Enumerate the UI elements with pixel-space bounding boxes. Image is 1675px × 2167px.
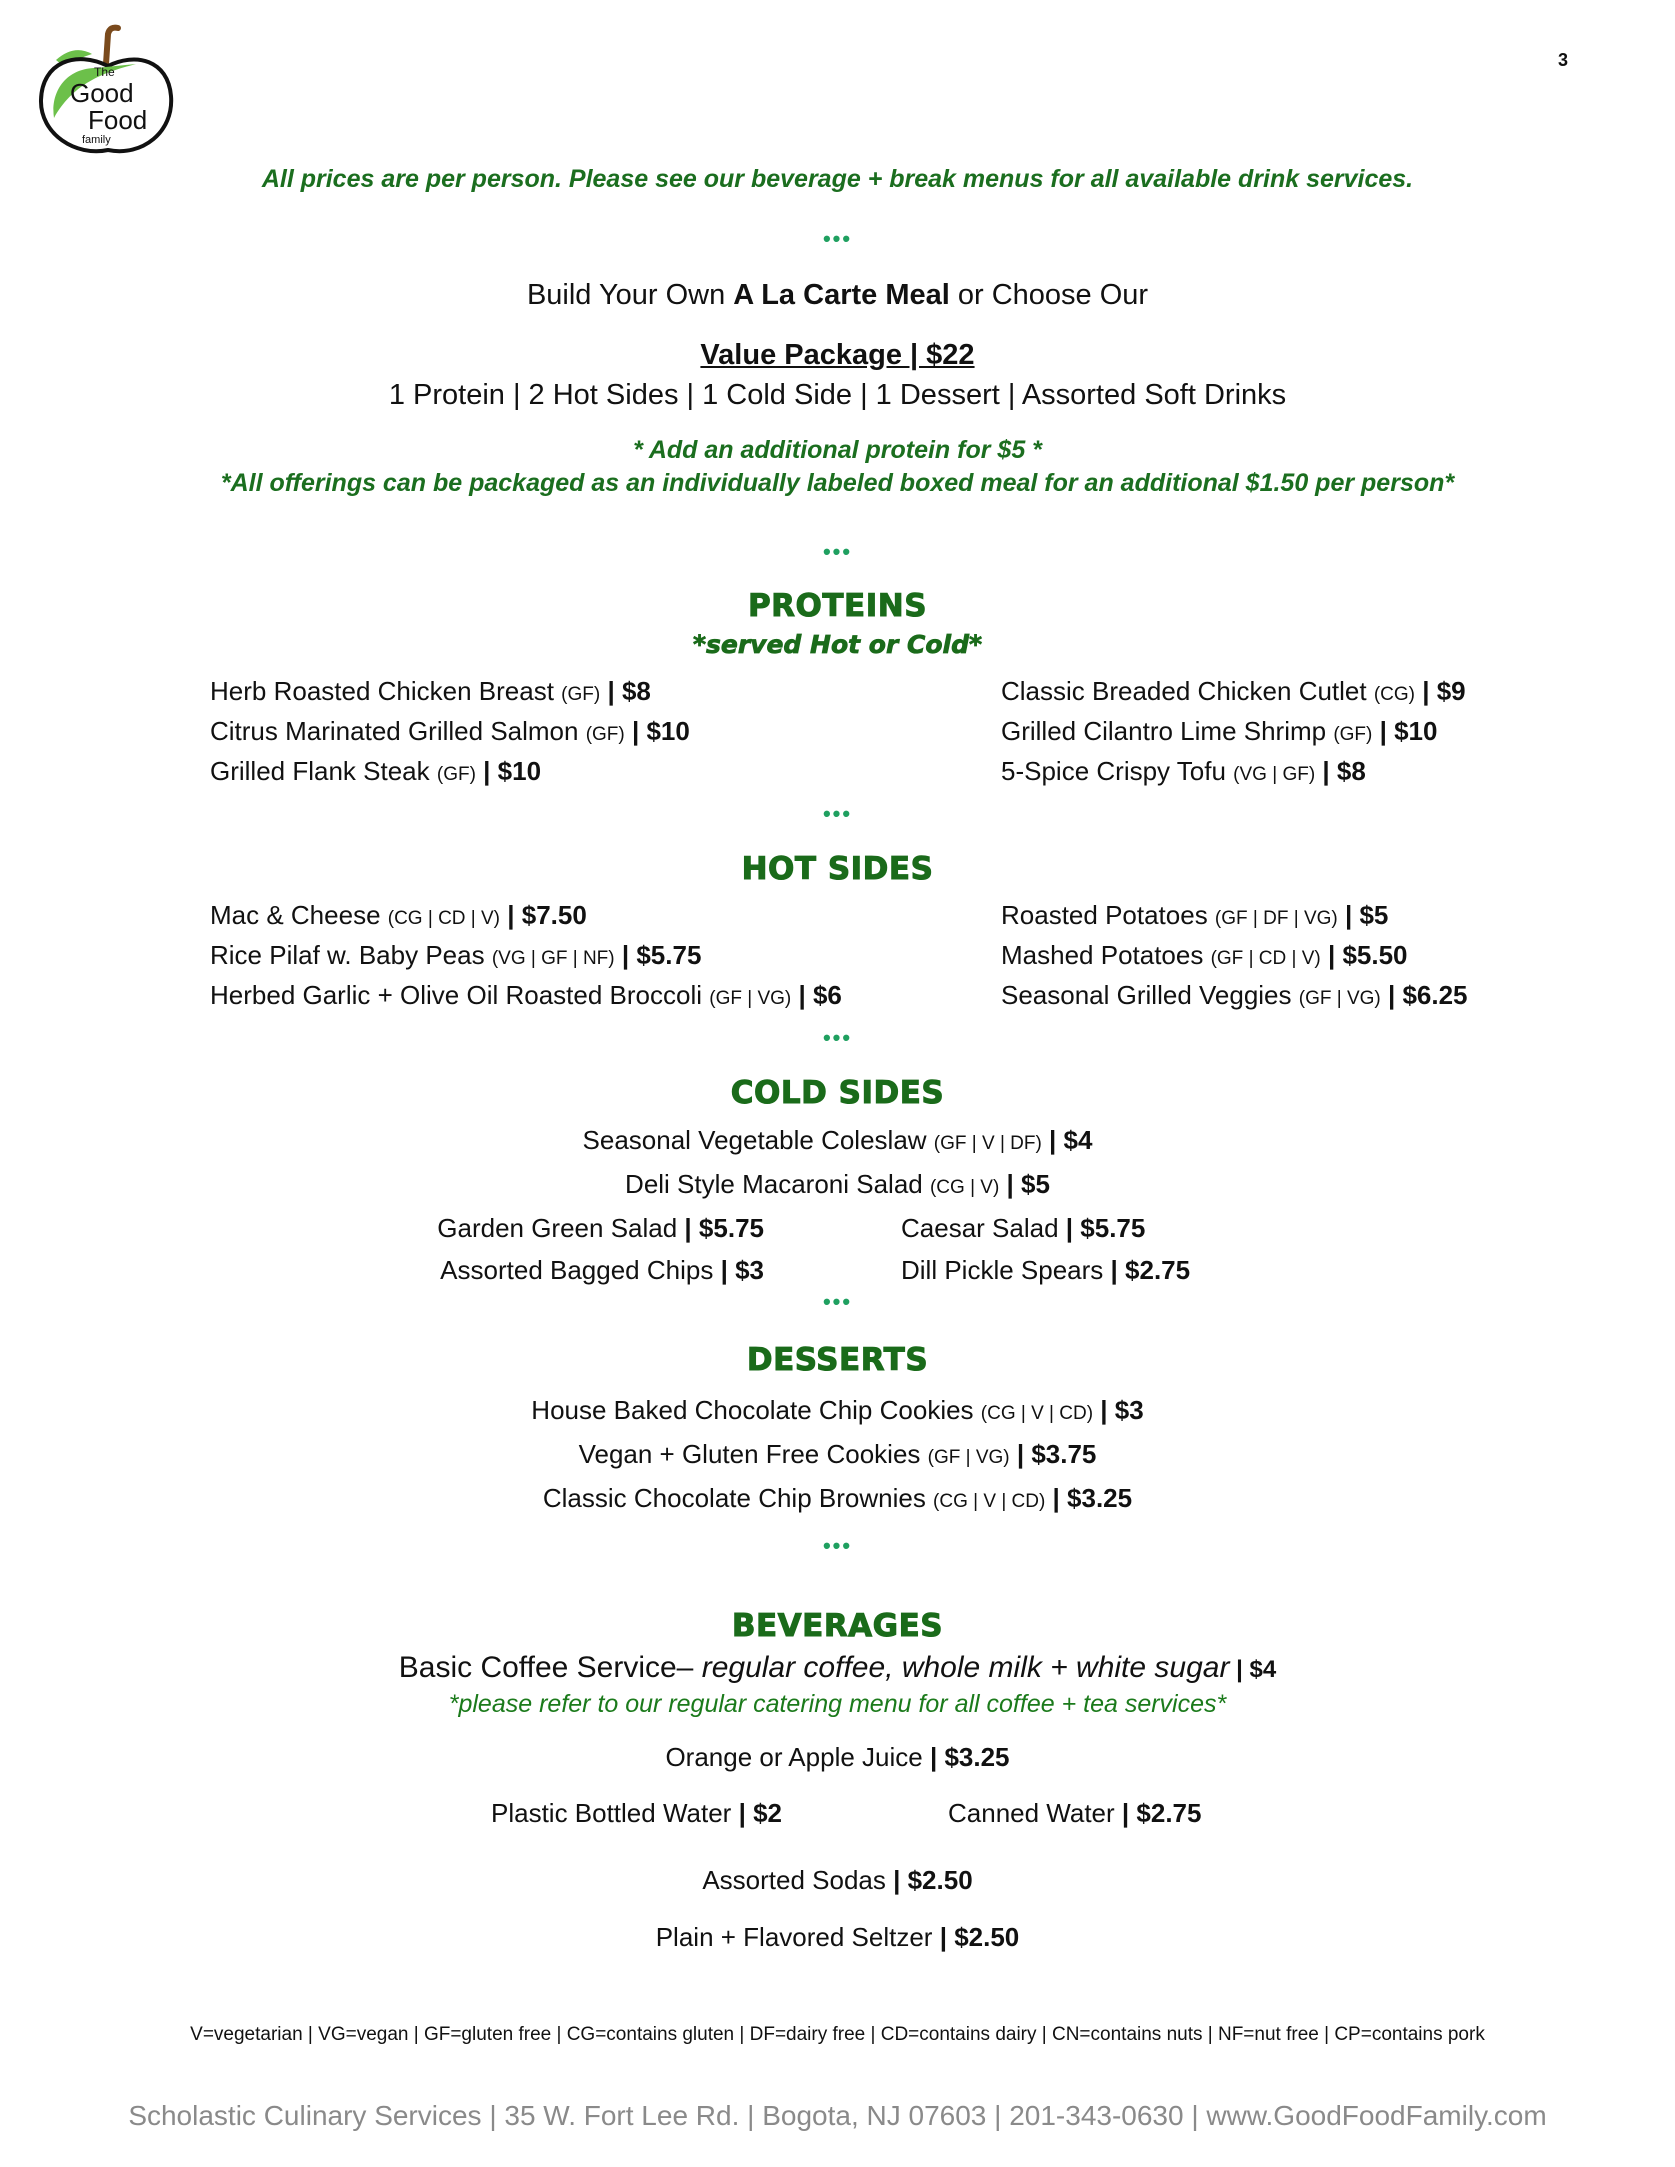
item-name: Mashed Potatoes (1001, 940, 1211, 970)
item-price: | $10 (624, 716, 690, 746)
item-price: | $3.25 (1045, 1483, 1133, 1513)
item-name: Herbed Garlic + Olive Oil Roasted Broccoli (210, 980, 710, 1010)
menu-item (437, 1207, 764, 1249)
item-tags: (GF | CD | V) (1210, 948, 1321, 969)
item-price: | $4 (1229, 1656, 1277, 1683)
menu-item (210, 977, 842, 1017)
menu-item (1001, 713, 1466, 753)
item-name: Assorted Sodas (702, 1865, 886, 1895)
page-number: 3 (1558, 50, 1569, 70)
beverages-after (0, 1852, 1675, 1966)
item-price: | $8 (600, 676, 651, 706)
item-tags: (GF | VG) (1298, 988, 1381, 1009)
item-name: Herb Roasted Chicken Breast (210, 676, 562, 706)
separator-dots: ••• (822, 539, 853, 564)
item-tags: (CG) (1373, 684, 1415, 705)
build-line-pre: Build Your Own (526, 279, 734, 311)
boxed-meal-note: *All offerings can be packaged as an individually labeled boxed meal for an additional $1.50 per person* (220, 469, 1455, 497)
item-tags: (GF) (561, 684, 601, 705)
cold-sides-left-column (437, 1207, 764, 1291)
item-name: Basic Coffee Service– (398, 1651, 702, 1684)
item-name: Grilled Cilantro Lime Shrimp (1001, 716, 1334, 746)
item-description: regular coffee, whole milk + white sugar (701, 1651, 1230, 1684)
menu-item (0, 1120, 1675, 1164)
coffee-service-item (0, 1650, 1675, 1687)
menu-item (0, 1852, 1675, 1909)
menu-item (1001, 897, 1468, 937)
item-price: | $9 (1415, 676, 1466, 706)
item-name: Plain + Flavored Seltzer (655, 1922, 933, 1952)
menu-item (1001, 753, 1466, 793)
item-price: | $3.75 (1009, 1439, 1097, 1469)
menu-item (210, 673, 690, 713)
item-price: | $2 (731, 1798, 782, 1828)
item-name: Canned Water (948, 1798, 1115, 1828)
item-name: Dill Pickle Spears (901, 1255, 1104, 1285)
item-price: | $2.50 (885, 1865, 973, 1895)
item-price: | $8 (1315, 756, 1366, 786)
item-price: | $5.75 (677, 1213, 764, 1243)
menu-item (901, 1207, 1190, 1249)
item-price: | $2.75 (1114, 1798, 1202, 1828)
cold-sides-heading: COLD SIDES (730, 1075, 945, 1111)
item-tags: (VG | GF | NF) (491, 948, 615, 969)
dietary-legend: V=vegetarian | VG=vegan | GF=gluten free | CG=contains gluten | DF=dairy free | CD=contains dairy | CN=contains nuts | NF=nut free | CP=contains pork (190, 2024, 1485, 2045)
build-line-bold: A La Carte Meal (733, 279, 950, 311)
proteins-left-column (210, 673, 690, 793)
proteins-heading: PROTEINS (747, 588, 928, 624)
item-price: | $2.50 (932, 1922, 1020, 1952)
menu-item (901, 1249, 1190, 1291)
item-tags: (GF) (436, 764, 476, 785)
menu-item (0, 1909, 1675, 1966)
menu-item (948, 1795, 1201, 1832)
item-price: | $5.75 (614, 940, 702, 970)
item-name: Orange or Apple Juice (665, 1742, 923, 1772)
menu-item (491, 1795, 782, 1832)
item-name: Citrus Marinated Grilled Salmon (210, 716, 586, 746)
item-price: | $6 (791, 980, 842, 1010)
proteins-subtitle: *served Hot or Cold* (692, 630, 983, 659)
beverages-heading: BEVERAGES (731, 1608, 944, 1644)
item-price: | $3 (713, 1255, 764, 1285)
item-price: | $5.75 (1058, 1213, 1146, 1243)
item-price: | $2.75 (1103, 1255, 1191, 1285)
item-price: | $3 (1093, 1395, 1144, 1425)
value-package-contents: 1 Protein | 2 Hot Sides | 1 Cold Side | 1 Dessert | Assorted Soft Drinks (388, 379, 1287, 411)
menu-item (1001, 977, 1468, 1017)
item-tags: (GF | V | DF) (933, 1133, 1042, 1154)
build-line-post: or Choose Our (949, 279, 1149, 311)
item-name: Mac & Cheese (210, 900, 388, 930)
item-name: Garden Green Salad (437, 1213, 678, 1243)
separator-dots: ••• (822, 801, 853, 826)
menu-item (0, 1434, 1675, 1478)
beverages-right-column (948, 1795, 1201, 1832)
separator-dots: ••• (822, 1025, 853, 1050)
item-tags: (GF) (1333, 724, 1373, 745)
menu-item (210, 713, 690, 753)
item-price: | $10 (475, 756, 542, 786)
item-name: Seasonal Grilled Veggies (1001, 980, 1299, 1010)
menu-item (210, 937, 842, 977)
menu-item (0, 1739, 1675, 1776)
desserts-centered (0, 1390, 1675, 1522)
item-tags: (CG | V) (929, 1177, 1000, 1198)
item-name: Seasonal Vegetable Coleslaw (582, 1125, 934, 1155)
build-line (0, 278, 1675, 312)
item-price: | $5 (999, 1169, 1050, 1199)
company-logo (36, 22, 181, 162)
item-tags: (VG | GF) (1233, 764, 1316, 785)
separator-dots: ••• (822, 1533, 853, 1558)
cold-sides-centered (0, 1120, 1675, 1208)
proteins-right-column (1001, 673, 1466, 793)
item-name: 5-Spice Crispy Tofu (1001, 756, 1234, 786)
menu-item (437, 1249, 764, 1291)
menu-item (1001, 937, 1468, 977)
item-name: Assorted Bagged Chips (440, 1255, 714, 1285)
menu-item (210, 753, 690, 793)
intro-note: All prices are per person. Please see our beverage + break menus for all available drink services. (261, 165, 1414, 193)
beverages-left-column (491, 1795, 782, 1832)
item-name: Caesar Salad (901, 1213, 1059, 1243)
coffee-note: *please refer to our regular catering menu for all coffee + tea services* (448, 1690, 1227, 1718)
item-price: | $5 (1337, 900, 1389, 930)
item-name: Grilled Flank Steak (210, 756, 437, 786)
hot-sides-right-column (1001, 897, 1468, 1017)
juice-row (0, 1739, 1675, 1776)
item-price: | $6.25 (1380, 980, 1468, 1010)
separator-dots: ••• (822, 1289, 853, 1314)
item-tags: (GF | VG) (927, 1447, 1010, 1468)
logo-the: The (94, 65, 115, 79)
item-price: | $7.50 (500, 900, 587, 930)
menu-item (0, 1390, 1675, 1434)
logo-family: family (82, 134, 111, 146)
item-name: Classic Breaded Chicken Cutlet (1001, 676, 1374, 706)
extra-protein-note: * Add an additional protein for $5 * (633, 436, 1042, 464)
item-name: Roasted Potatoes (1001, 900, 1215, 930)
cold-sides-right-column (901, 1207, 1190, 1291)
item-name: Plastic Bottled Water (490, 1798, 732, 1828)
hot-sides-left-column (210, 897, 842, 1017)
item-price: | $10 (1372, 716, 1438, 746)
logo-good: Good (70, 78, 134, 108)
item-price: | $4 (1041, 1125, 1093, 1155)
item-name: Vegan + Gluten Free Cookies (578, 1439, 928, 1469)
desserts-heading: DESSERTS (746, 1342, 929, 1378)
menu-item (210, 897, 842, 937)
footer-contact: Scholastic Culinary Services | 35 W. Fort Lee Rd. | Bogota, NJ 07603 | 201-343-0630 | www.GoodFoodFamily.com (128, 2100, 1547, 2131)
menu-item (0, 1164, 1675, 1208)
item-tags: (GF) (585, 724, 625, 745)
item-price: | $3.25 (922, 1742, 1010, 1772)
item-name: House Baked Chocolate Chip Cookies (531, 1395, 981, 1425)
value-package-title: Value Package | $22 (700, 339, 975, 371)
menu-item (0, 1478, 1675, 1522)
menu-item (1001, 673, 1466, 713)
hot-sides-heading: HOT SIDES (741, 851, 934, 887)
item-tags: (CG | CD | V) (387, 908, 501, 929)
item-tags: (CG | V | CD) (980, 1403, 1094, 1424)
separator-dots: ••• (822, 226, 853, 251)
item-tags: (GF | VG) (709, 988, 792, 1009)
item-name: Deli Style Macaroni Salad (625, 1169, 930, 1199)
item-tags: (GF | DF | VG) (1214, 908, 1338, 929)
logo-food: Food (88, 105, 148, 135)
item-tags: (CG | V | CD) (933, 1491, 1046, 1512)
item-price: | $5.50 (1320, 940, 1408, 970)
item-name: Classic Chocolate Chip Brownies (542, 1483, 934, 1513)
item-name: Rice Pilaf w. Baby Peas (210, 940, 492, 970)
